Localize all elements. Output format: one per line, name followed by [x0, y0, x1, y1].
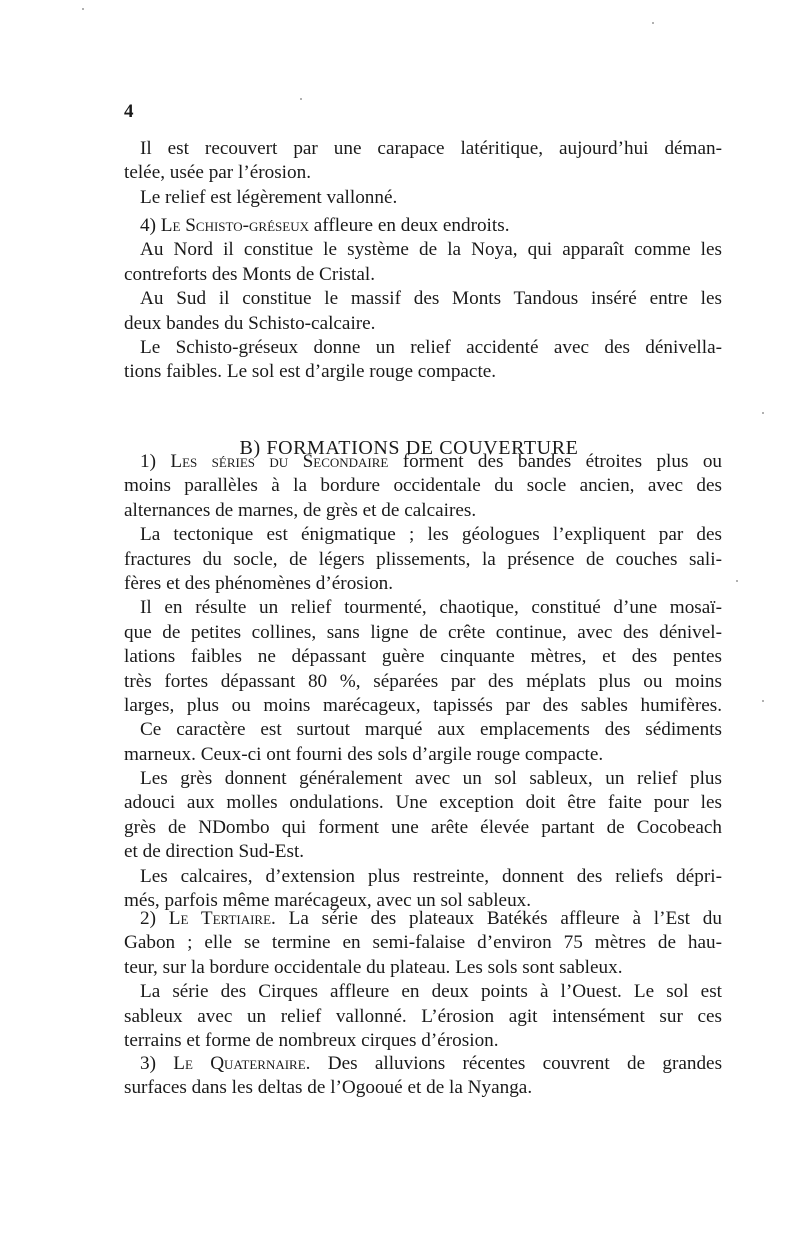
item-text: affleure en deux endroits.	[313, 215, 510, 236]
text-line: Au Sud il constitue le massif des Monts Tandous inséré entre les	[140, 288, 722, 310]
text-line: alternances de marnes, de grès et de calcaires.	[124, 499, 477, 521]
text-line: adouci aux molles ondulations. Une exception doit être faite pour les	[124, 792, 722, 814]
text-line: très fortes dépassant 80 %, séparées par des méplats plus ou moins	[124, 670, 722, 692]
item-title: Les séries du Secondaire	[170, 451, 389, 472]
item-number: 4)	[140, 215, 156, 236]
text-line: larges, plus ou moins marécageux, tapissés par des sables humifères.	[124, 694, 722, 716]
text-line: més, parfois même marécageux, avec un sol sableux.	[124, 890, 532, 912]
text-line: fractures du socle, de légers plissements, la présence de couches sali-	[124, 548, 722, 570]
text-line: Ce caractère est surtout marqué aux emplacements des sédiments	[140, 719, 722, 741]
text-line: surfaces dans les deltas de l’Ogooué et de la Nyanga.	[124, 1077, 533, 1099]
item-heading-line	[124, 450, 722, 474]
text-line: marneux. Ceux-ci ont fourni des sols d’argile rouge compacte.	[124, 743, 604, 765]
text-line: Au Nord il constitue le système de la Noya, qui apparaît comme les	[140, 239, 722, 261]
item-title: Le Quaternaire.	[173, 1053, 311, 1074]
item-text: La série des plateaux Batékés affleure à l’Est du	[288, 908, 722, 929]
text-line: Il est recouvert par une carapace latéritique, aujourd’hui déman-	[140, 138, 722, 159]
scan-speck	[762, 412, 764, 414]
text-line: teur, sur la bordure occidentale du plateau. Les sols sont sableux.	[124, 956, 623, 978]
text-line: que de petites collines, sans ligne de crête continue, avec des dénivel-	[124, 621, 722, 643]
item-heading-line	[124, 907, 722, 931]
text-line: deux bandes du Schisto-calcaire.	[124, 312, 376, 334]
text-line: Gabon ; elle se termine en semi-falaise d’environ 75 mètres de hau-	[124, 932, 722, 954]
text-line: Les calcaires, d’extension plus restreinte, donnent des reliefs dépri-	[140, 865, 722, 887]
text-line: Le relief est légèrement vallonné.	[140, 186, 398, 208]
section-secondaire	[124, 450, 722, 913]
text-line: Les grès donnent généralement avec un sol sableux, un relief plus	[140, 768, 722, 790]
text-line: grès de NDombo qui forment une arête élevée partant de Cocobeach	[124, 816, 722, 838]
item-title: Le Schisto-gréseux	[160, 215, 309, 236]
text-line: La série des Cirques affleure en deux points à l’Ouest. Le sol est	[140, 981, 722, 1003]
scan-speck	[652, 22, 654, 24]
item-title: Le Tertiaire.	[168, 908, 276, 929]
text-line: Le Schisto-gréseux donne un relief accidenté avec des dénivella-	[140, 336, 722, 358]
text-line: La tectonique est énigmatique ; les géologues l’expliquent par des	[140, 524, 722, 546]
scan-speck	[762, 700, 764, 702]
text-line: sableux avec un relief vallonné. L’érosion agit intensément sur ces	[124, 1005, 722, 1027]
paragraph-laterite	[124, 137, 722, 210]
section-tertiaire	[124, 907, 722, 1053]
scan-speck	[82, 8, 84, 10]
text-line: telée, usée par l’érosion.	[124, 162, 311, 184]
item-number: 2)	[140, 908, 156, 929]
text-line: terrains et forme de nombreux cirques d’érosion.	[124, 1029, 499, 1051]
item-text: forment des bandes étroites plus ou	[402, 451, 723, 472]
item-heading-line	[124, 1052, 722, 1076]
text-line: fères et des phénomènes d’érosion.	[124, 572, 394, 594]
text-line: Il en résulte un relief tourmenté, chaotique, constitué d’une mosaï-	[140, 597, 722, 619]
scan-speck	[736, 580, 738, 582]
section-quaternaire	[124, 1052, 722, 1101]
page-number: 4	[124, 101, 134, 122]
section-heading: B) FORMATIONS DE COUVERTURE	[239, 437, 579, 459]
text-line: lations faibles ne dépassant guère cinquante mètres, et des pentes	[124, 646, 722, 668]
item-text: Des alluvions récentes couvrent de grandes	[327, 1053, 723, 1074]
text-line: moins parallèles à la bordure occidentale du socle ancien, avec des	[124, 475, 722, 497]
text-line: tions faibles. Le sol est d’argile rouge compacte.	[124, 361, 497, 383]
item-number: 3)	[140, 1053, 156, 1074]
text-line: contreforts des Monts de Cristal.	[124, 263, 375, 285]
scan-speck	[300, 98, 302, 100]
text-line: et de direction Sud-Est.	[124, 841, 305, 863]
item-heading-line	[124, 214, 722, 238]
item-number: 1)	[140, 451, 156, 472]
section-schisto-greseux	[124, 214, 722, 385]
